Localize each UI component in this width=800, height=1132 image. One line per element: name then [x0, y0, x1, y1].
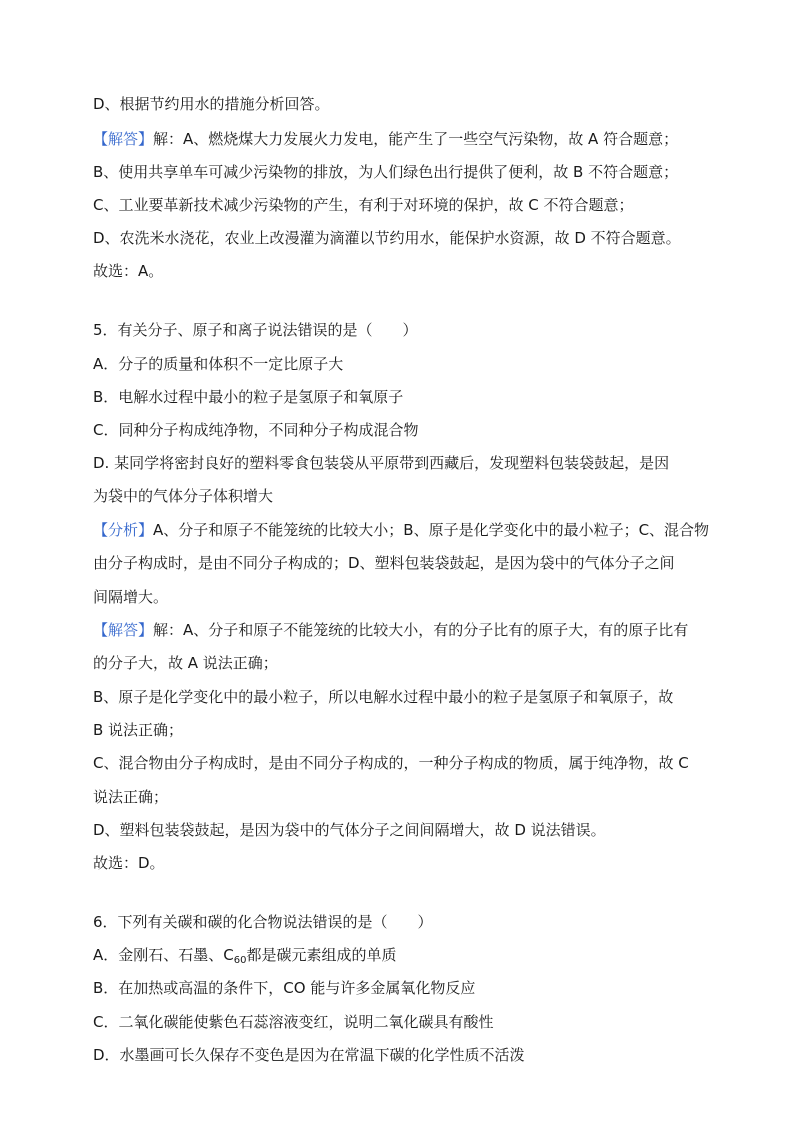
q5-option-b: B．电解水过程中最小的粒子是氢原子和氧原子 [93, 388, 404, 406]
q6-option-d: D．水墨画可长久保存不变色是因为在常温下碳的化学性质不活泼 [93, 1046, 525, 1064]
q4-choose: 故选：A。 [93, 262, 164, 280]
q5-answer-line-4: B 说法正确； [93, 721, 184, 739]
q6-option-b: B．在加热或高温的条件下，CO 能与许多金属氧化物反应 [93, 979, 476, 997]
q5-option-c: C．同种分子构成纯净物，不同种分子构成混合物 [93, 421, 419, 439]
q5-analysis-line-1 [93, 518, 720, 542]
q5-option-d-line-1: D. 某同学将密封良好的塑料零食包装袋从平原带到西藏后，发现塑料包装袋鼓起，是因 [93, 454, 670, 472]
q5-analysis-line-3: 间隔增大。 [93, 588, 169, 606]
analysis-tag: 【分析】 [93, 521, 154, 539]
q5-option-a: A．分子的质量和体积不一定比原子大 [93, 355, 344, 373]
c60-subscript: 60 [233, 955, 247, 966]
q6-option-c: C．二氧化碳能使紫色石蕊溶液变红，说明二氧化碳具有酸性 [93, 1013, 494, 1031]
q5-answer-line-7: D、塑料包装袋鼓起，是因为袋中的气体分子之间间隔增大，故 D 说法错误。 [93, 821, 606, 839]
q5-answer-line-2: 的分子大，故 A 说法正确； [93, 654, 278, 672]
q4-answer-line-1 [93, 127, 720, 151]
q4-answer-line-3: C、工业要革新技术减少污染物的产生，有利于对环境的保护，故 C 不符合题意； [93, 196, 634, 214]
q5-choose: 故选：D。 [93, 854, 165, 872]
q4-option-d: D、根据节约用水的措施分析回答。 [93, 95, 330, 113]
q4-answer-line-2: B、使用共享单车可减少污染物的排放，为人们绿色出行提供了便利，故 B 不符合题意； [93, 163, 679, 181]
q4-answer-text: 解：A、燃烧煤大力发展火力发电，能产生了一些空气污染物，故 A 符合题意； [153, 130, 679, 148]
q6-option-a-rest: 都是碳元素组成的单质 [246, 946, 397, 964]
answer-tag: 【解答】 [93, 130, 154, 148]
answer-tag: 【解答】 [93, 621, 154, 639]
q5-analysis-line-2: 由分子构成时，是由不同分子构成的；D、塑料包装袋鼓起，是因为袋中的气体分子之间 [93, 554, 675, 572]
q5-answer-line-6: 说法正确； [93, 788, 169, 806]
q5-analysis-text: A、分子和原子不能笼统的比较大小；B、原子是化学变化中的最小粒子；C、混合物 [153, 521, 710, 539]
q5-answer-line-1 [93, 618, 720, 642]
q6-option-a [93, 943, 720, 967]
q5-answer-line-5: C、混合物由分子构成时，是由不同分子构成的，一种分子构成的物质，属于纯净物，故 C [93, 754, 689, 772]
q4-answer-line-4: D、农洗米水浇花，农业上改漫灌为滴灌以节约用水，能保护水资源，故 D 不符合题意。 [93, 229, 681, 247]
q5-stem: 5．有关分子、原子和离子说法错误的是（ ） [93, 321, 418, 339]
q5-answer-text: 解：A、分子和原子不能笼统的比较大小，有的分子比有的原子大，有的原子比有 [153, 621, 689, 639]
q6-stem: 6．下列有关碳和碳的化合物说法错误的是（ ） [93, 913, 433, 931]
q5-answer-line-3: B、原子是化学变化中的最小粒子，所以电解水过程中最小的粒子是氢原子和氧原子，故 [93, 688, 674, 706]
q6-option-a-text: A．金刚石、石墨、C [93, 946, 234, 964]
q5-option-d-line-2: 为袋中的气体分子体积增大 [93, 487, 274, 505]
